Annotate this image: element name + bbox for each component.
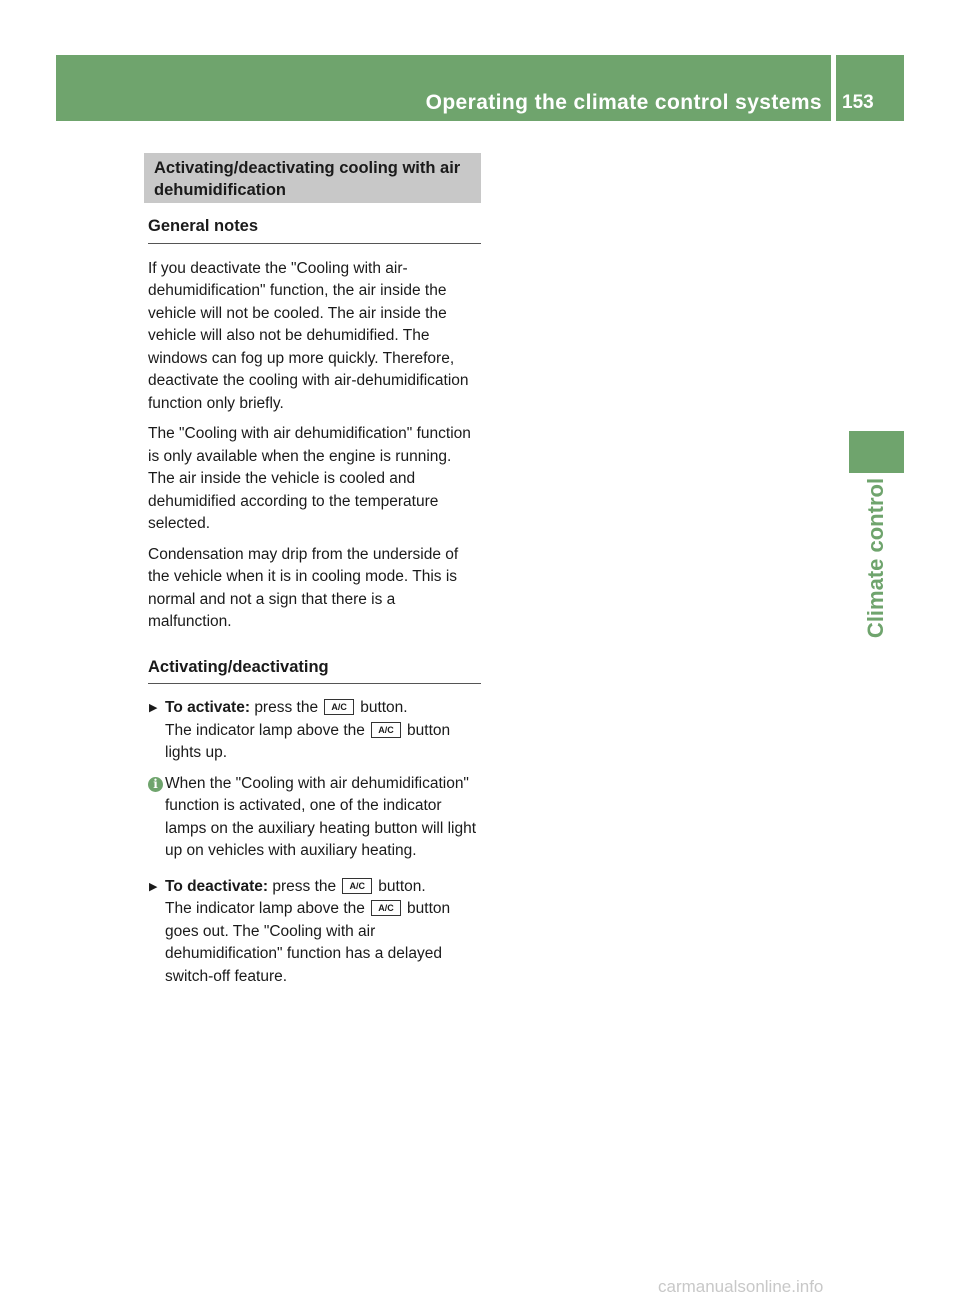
section-title: Activating/deactivating cooling with air dehumidification [144, 153, 481, 203]
step-activate-result-end: button lights up. [165, 721, 451, 761]
step-deactivate-text-end: button. [378, 877, 426, 895]
header-divider [831, 55, 836, 121]
step-activate-text-end: button. [360, 699, 408, 716]
general-notes-paragraph-3: Condensation may drip from the underside of the vehicle when it is in cooling mode. This is normal and not a sign that there is a malfunction. [148, 545, 459, 630]
ac-key-icon: A/C [371, 722, 401, 738]
step-activate-label: To activate: [165, 699, 250, 716]
step-deactivate [148, 876, 481, 989]
ac-key-icon: A/C [371, 900, 401, 916]
page-header-bar [56, 55, 904, 121]
general-notes-paragraph-2: The "Cooling with air dehumidification" function is only available when the engine is running. The air inside the vehicle is cooled and dehumidified according to the temperature selected. [148, 425, 471, 532]
activating-heading: Activating/deactivating [148, 656, 481, 685]
info-note [148, 773, 481, 863]
chapter-title: Operating the climate control systems [425, 91, 822, 114]
step-activate-result: The indicator lamp above the [165, 721, 365, 739]
side-tab-marker [849, 431, 904, 473]
step-deactivate-result: The indicator lamp above the [165, 900, 365, 917]
step-deactivate-text: press the [272, 877, 337, 895]
step-deactivate-label: To deactivate: [165, 877, 269, 895]
main-content [148, 153, 481, 988]
ac-key-icon: A/C [342, 878, 372, 894]
ac-key-icon: A/C [324, 699, 354, 715]
general-notes-heading: General notes [148, 215, 481, 244]
info-icon: i [148, 777, 163, 792]
arrow-icon: ▶ [149, 702, 158, 714]
step-activate [148, 697, 481, 765]
general-notes-paragraph-1: If you deactivate the "Cooling with air-dehumidification" function, the air inside the vehicle will not be cooled. The air inside the vehicle will also not be dehumidified. The windows can fog up more quickly. Therefore, deactivate the cooling with air-dehumidification function only briefly. [148, 259, 469, 412]
arrow-icon: ▶ [149, 880, 158, 893]
side-tab-label-text: Climate control [863, 477, 888, 639]
info-note-text: When the "Cooling with air dehumidification" function is activated, one of the indicator lamps on the auxiliary heating button will light up on vehicles with auxiliary heating. [165, 774, 477, 859]
step-deactivate-result-end: button goes out. The "Cooling with air dehumidification" function has a delayed switch-off feature. [165, 900, 451, 985]
step-activate-text: press the [254, 699, 319, 716]
watermark: carmanualsonline.info [658, 1277, 824, 1296]
page-number: 153 [842, 92, 874, 113]
